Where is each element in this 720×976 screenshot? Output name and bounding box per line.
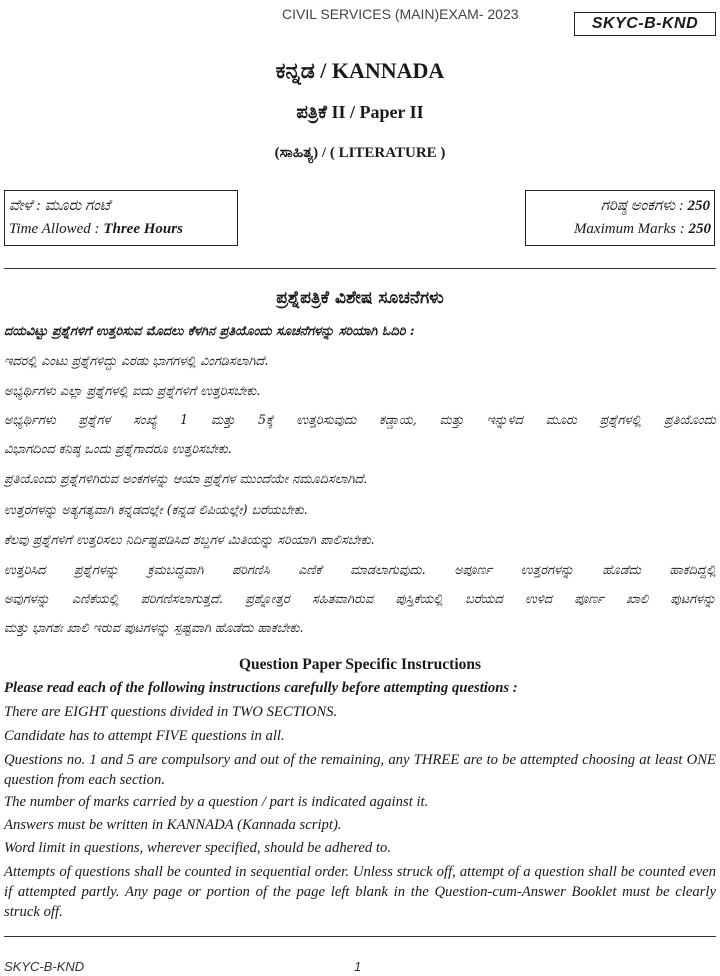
- english-instruction-item: There are EIGHT questions divided in TWO SECTIONS.: [4, 704, 338, 720]
- english-instruction-item: Attempts of questions shall be counted in sequential order. Unless struck off, attempt of a question shall be counted even if attempted partly. Any page or portion of the page left blank in the Question-cum-Answer Booklet must be clearly struck off.: [4, 864, 716, 920]
- kannada-instruction-line: ಮತ್ತು ಭಾಗಶಃ ಖಾಲಿ ಇರುವ ಪುಟಗಳನ್ನು ಸ್ಪಷ್ಟವಾಗಿ ಹೊಡೆದು ಹಾಕಬೇಕು.: [4, 621, 304, 636]
- footer-paper-code: SKYC-B-KND: [4, 959, 85, 974]
- exam-title: CIVIL SERVICES (MAIN)EXAM- 2023: [282, 6, 519, 22]
- kannada-instruction-line: ಅಭ್ಯರ್ಥಿಗಳು ಪ್ರಶ್ನೆಗಳ ಸಂಖ್ಯೆ 1 ಮತ್ತು 5ಕ್ಕೆ ಉತ್ತರಿಸುವುದು ಕಡ್ಡಾಯ, ಮತ್ತು ಇನ್ನುಳಿದ ಮೂರು ಪ್ರಶ್ನೆಗಳಲ್ಲಿ ಪ್ರತಿಯೊಂದು: [4, 413, 716, 428]
- maximum-marks-box: [525, 190, 715, 246]
- english-instruction-item: Word limit in questions, wherever specified, should be adhered to.: [4, 840, 391, 856]
- kannada-instructions-heading: ಪ್ರಶ್ನೆಪತ್ರಿಕೆ ವಿಶೇಷ ಸೂಚನೆಗಳು: [276, 288, 444, 308]
- kannada-instruction-line: ಕೆಲವು ಪ್ರಶ್ನೆಗಳಿಗೆ ಉತ್ತರಿಸಲು ನಿರ್ದಿಷ್ಟಪಡಿಸಿದ ಶಬ್ದಗಳ ಮಿತಿಯನ್ನು ಸರಿಯಾಗಿ ಪಾಲಿಸಬೇಕು.: [4, 533, 375, 548]
- literature-title: (ಸಾಹಿತ್ಯ) / ( LITERATURE ): [274, 145, 446, 161]
- maximum-marks-english: [574, 221, 711, 238]
- english-instruction-intro: Please read each of the following instructions carefully before attempting questions :: [4, 680, 518, 696]
- paper-title: ಪತ್ರಿಕೆ II / Paper II: [296, 102, 424, 122]
- time-allowed-label: Time Allowed :: [9, 221, 104, 237]
- maximum-marks-value: 250: [688, 221, 711, 237]
- kannada-instruction-line: ವಿಭಾಗದಿಂದ ಕನಿಷ್ಠ ಒಂದು ಪ್ರಶ್ನೆಗಾದರೂ ಉತ್ತರಿಸಬೇಕು.: [4, 442, 232, 457]
- kannada-instruction-line: ಅಭ್ಯರ್ಥಿಗಳು ಎಲ್ಲಾ ಪ್ರಶ್ನೆಗಳಲ್ಲಿ ಐದು ಪ್ರಶ್ನೆಗಳಿಗೆ ಉತ್ತರಿಸಬೇಕು.: [4, 384, 261, 399]
- subject-title: ಕನ್ನಡ / KANNADA: [275, 58, 445, 83]
- english-instructions-heading: Question Paper Specific Instructions: [238, 656, 482, 673]
- time-allowed-english: [9, 221, 183, 238]
- kannada-instruction-intro: ದಯವಿಟ್ಟು ಪ್ರಶ್ನೆಗಳಿಗೆ ಉತ್ತರಿಸುವ ಮೊದಲು ಕೆಳಗಿನ ಪ್ರತಿಯೊಂದು ಸೂಚನೆಗಳನ್ನು ಸರಿಯಾಗಿ ಓದಿರಿ :: [4, 324, 415, 339]
- kannada-instruction-line: ಇದರಲ್ಲಿ ಎಂಟು ಪ್ರಶ್ನೆಗಳಿದ್ದು ಎರಡು ಭಾಗಗಳಲ್ಲಿ ವಿಂಗಡಿಸಲಾಗಿದೆ.: [4, 354, 269, 369]
- paper-code-box: SKYC-B-KND: [574, 12, 716, 36]
- time-allowed-kannada: ವೇಳೆ : ಮೂರು ಗಂಟೆ: [9, 198, 111, 214]
- english-instruction-item: Answers must be written in KANNADA (Kannada script).: [4, 817, 342, 833]
- english-instruction-item: Candidate has to attempt FIVE questions in all.: [4, 728, 285, 744]
- kannada-instruction-line: ಪ್ರತಿಯೊಂದು ಪ್ರಶ್ನೆಗಳಿಗಿರುವ ಅಂಕಗಳನ್ನು ಆಯಾ ಪ್ರಶ್ನೆಗಳ ಮುಂದೆಯೇ ನಮೂದಿಸಲಾಗಿದೆ.: [4, 472, 368, 487]
- english-instruction-item: The number of marks carried by a question / part is indicated against it.: [4, 794, 429, 810]
- maximum-marks-label: Maximum Marks :: [573, 221, 689, 237]
- maximum-marks-kannada: [601, 197, 710, 215]
- top-divider: [4, 268, 716, 269]
- kannada-instruction-line: ಉತ್ತರಗಳನ್ನು ಅತ್ಯಗತ್ಯವಾಗಿ ಕನ್ನಡದಲ್ಲೇ (ಕನ್ನಡ ಲಿಪಿಯಲ್ಲೇ) ಬರೆಯಬೇಕು.: [4, 503, 308, 518]
- english-instruction-item: Questions no. 1 and 5 are compulsory and out of the remaining, any THREE are to be attempted choosing at least ONE question from each section.: [4, 752, 716, 788]
- time-allowed-box: [4, 190, 238, 246]
- page-number: 1: [354, 959, 362, 974]
- kannada-instruction-line: ಉತ್ತರಿಸಿದ ಪ್ರಶ್ನೆಗಳನ್ನು ಕ್ರಮಬದ್ಧವಾಗಿ ಪರಿಗಣಿಸಿ ಎಣಿಕೆ ಮಾಡಲಾಗುವುದು. ಅಪೂರ್ಣ ಉತ್ತರಗಳನ್ನು ಹೊಡೆದು ಹಾಕದಿದ್ದಲ್ಲಿ: [4, 563, 716, 578]
- bottom-divider: [4, 936, 716, 937]
- time-allowed-value: Three Hours: [103, 221, 183, 237]
- maximum-marks-kannada-value: 250: [687, 198, 710, 214]
- maximum-marks-kannada-label: ಗರಿಷ್ಠ ಅಂಕಗಳು :: [600, 198, 688, 214]
- kannada-instruction-line: ಅವುಗಳನ್ನು ಎಣಿಕೆಯಲ್ಲಿ ಪರಿಗಣಿಸಲಾಗುತ್ತದೆ. ಪ್ರಶ್ನೋತ್ತರ ಸಹಿತವಾಗಿರುವ ಪುಸ್ತಿಕೆಯಲ್ಲಿ ಬರೆಯದ ಉಳಿದ ಪೂರ್ಣ ಖಾಲಿ ಪುಟಗಳನ್ನು: [4, 592, 716, 607]
